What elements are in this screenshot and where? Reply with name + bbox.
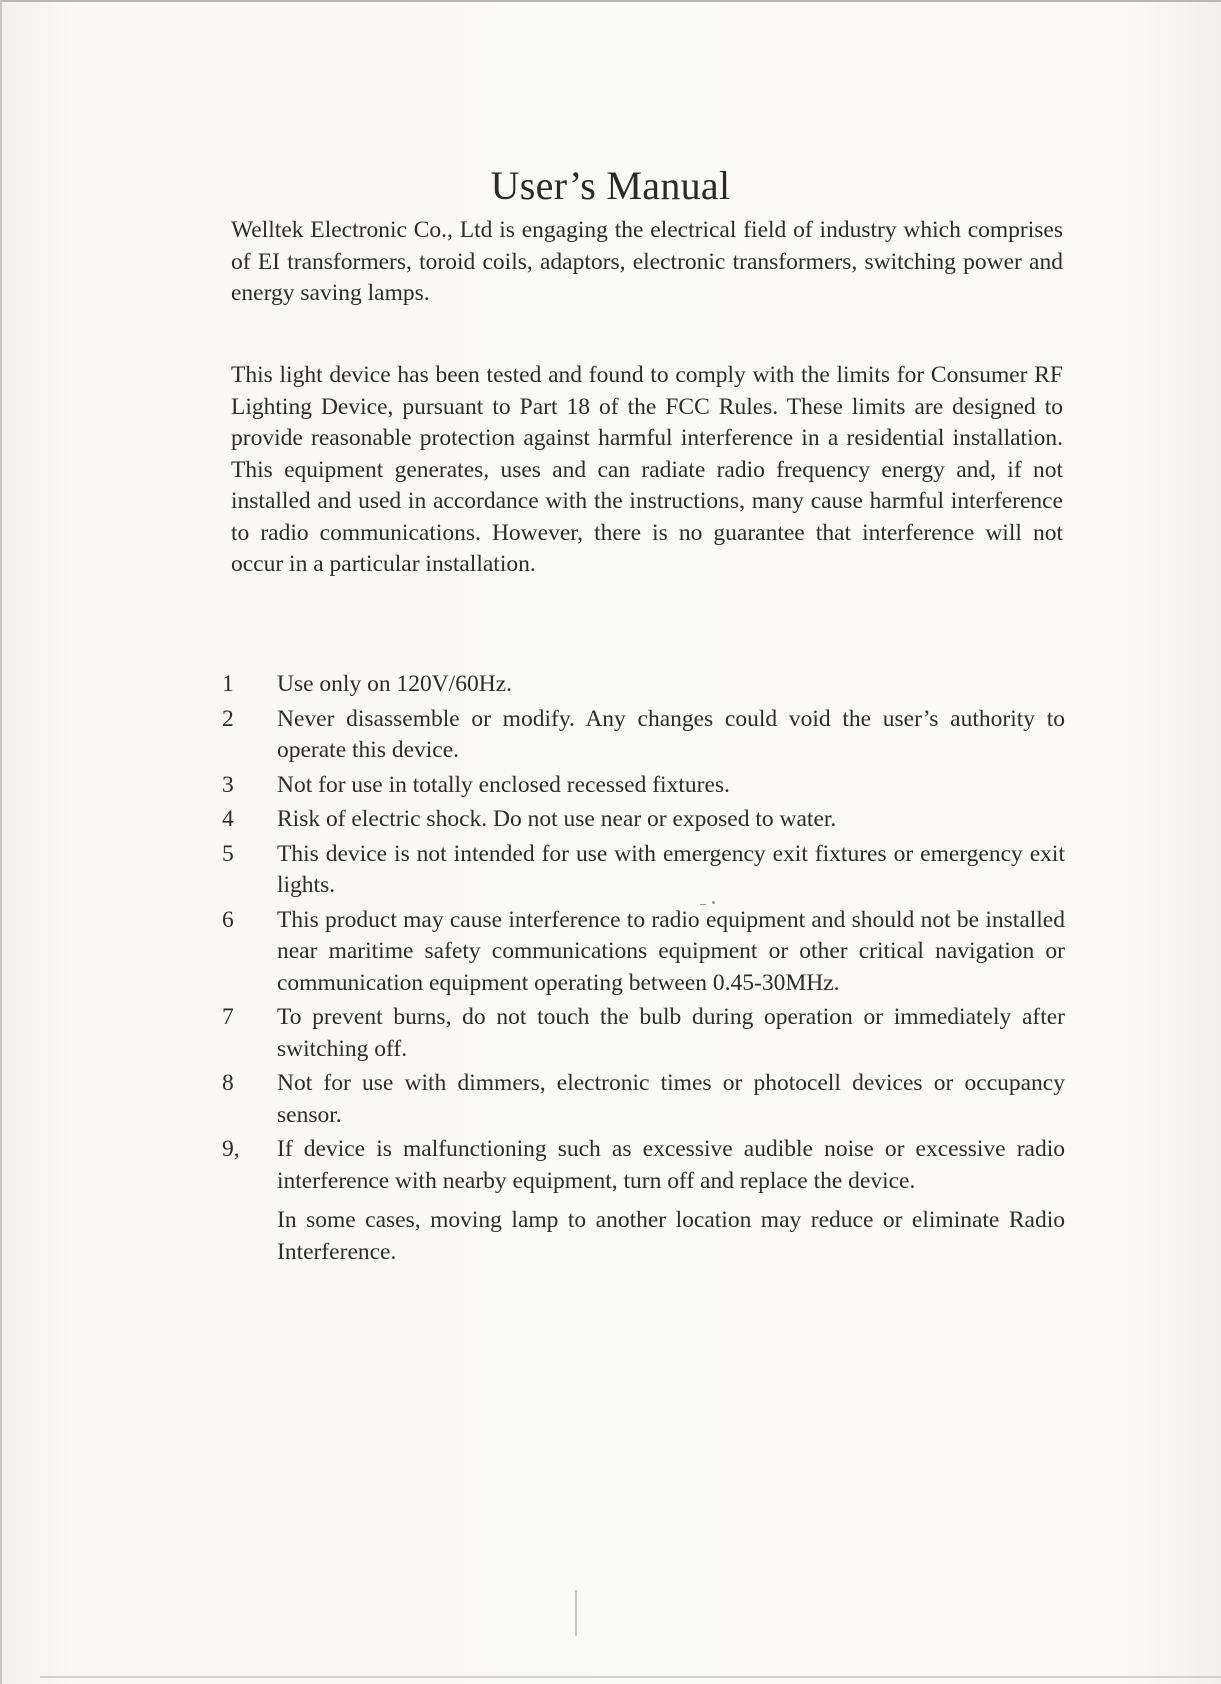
list-item-text: Risk of electric shock. Do not use near or exposed to water. [277,806,837,832]
list-item [222,839,1065,902]
list-item-number: 9, [222,1136,240,1162]
page-title: User’s Manual [490,163,731,208]
intro-paragraph: Welltek Electronic Co., Ltd is engaging the electrical field of industry which comprises of EI transformers, toroid coils, adaptors, electronic transformers, switching power and energy saving lamps. [231,217,1063,306]
list-item-extra-note: In some cases, moving lamp to another location may reduce or eliminate Radio Interference. [277,1207,1065,1265]
list-item-text: If device is malfunctioning such as excessive audible noise or excessive radio interference with nearby equipment, turn off and replace the device. [277,1136,1065,1194]
safety-instructions-list [222,669,1065,1271]
scan-edge-bottom [40,1676,1221,1678]
scan-edge-left [0,0,2,1684]
list-item-number: 7 [222,1004,234,1030]
list-item-number: 4 [222,806,234,832]
list-item [222,704,1065,767]
list-item [222,1002,1065,1065]
list-item-number: 5 [222,840,234,867]
list-item-text: This device is not intended for use with emergency exit fixtures or emergency exit lights. [277,840,1065,898]
fcc-notice-paragraph: This light device has been tested and found to comply with the limits for Consumer RF Lighting Device, pursuant to Part 18 of the FCC Rules. These limits are designed to provide reasonable protection against harmful interference in a residential installation. This equipment generates, uses and can radiate radio frequency energy and, if not installed and used in accordance with the instructions, many cause harmful interference to radio communications. However, there is no guarantee that interference will not occur in a particular installation. [231,362,1063,577]
scan-edge-top [0,0,1221,2]
scan-speck [700,904,706,905]
list-item-text: This product may cause interference to radio equipment and should not be installed near maritime safety communications equipment or other critical navigation or communication equipment operating between 0.45-30MHz. [277,906,1065,996]
scan-mark [575,1590,577,1636]
list-item [222,905,1065,1000]
list-item-text: Use only on 120V/60Hz. [277,671,512,697]
list-item-text: Not for use with dimmers, electronic times or photocell devices or occupancy sensor. [277,1070,1065,1128]
list-item [222,669,1065,701]
list-item-number: 2 [222,705,234,732]
list-item-text: Never disassemble or modify. Any changes could void the user’s authority to operate this device. [277,705,1065,763]
list-item-number: 3 [222,771,234,798]
list-item [222,1068,1065,1131]
list-item [222,804,1065,836]
list-item-text: Not for use in totally enclosed recessed fixtures. [277,771,730,798]
list-item [222,770,1065,802]
list-item-number: 1 [222,671,234,697]
list-item [222,1134,1065,1268]
list-item-text: To prevent burns, do not touch the bulb during operation or immediately after switching off. [277,1004,1065,1062]
scan-speck [712,901,715,904]
list-item-number: 6 [222,906,234,933]
list-item-number: 8 [222,1070,234,1096]
